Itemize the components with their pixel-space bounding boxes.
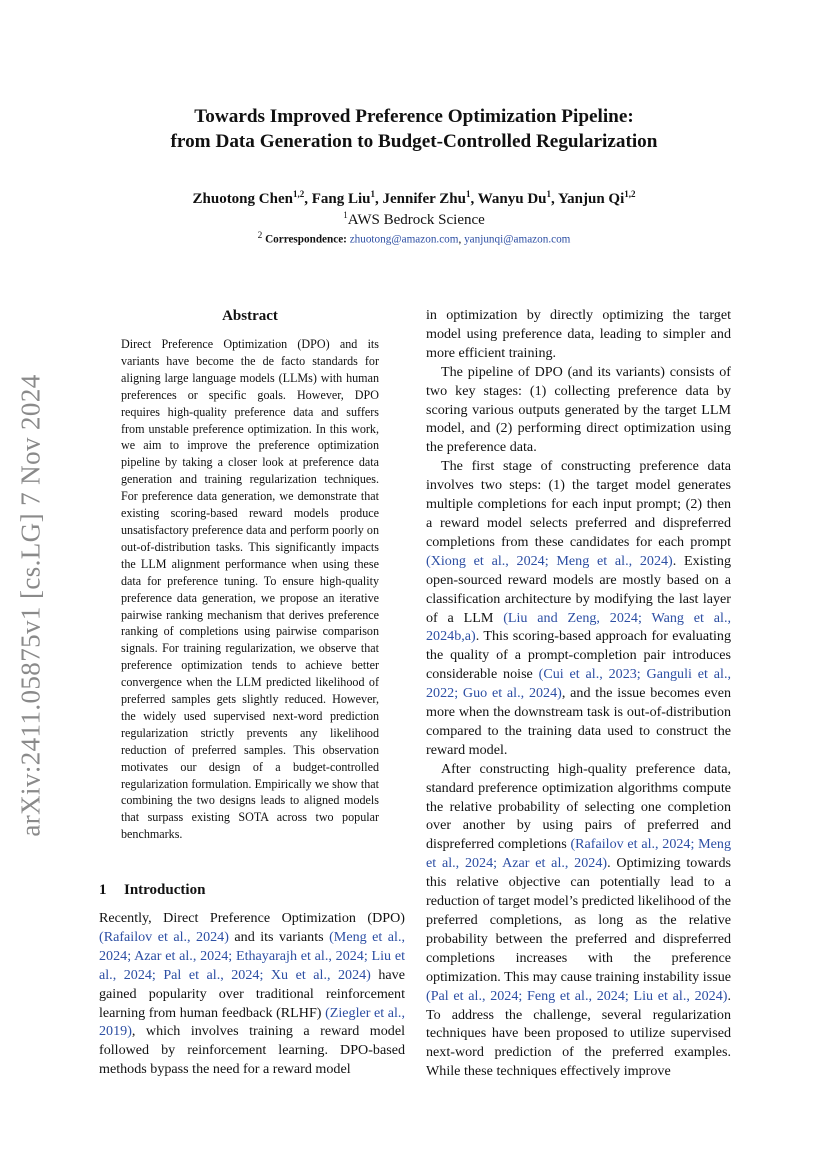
affiliation-mark: 1 (343, 210, 348, 220)
correspondence-label: Correspondence: (265, 233, 347, 246)
section-heading-introduction (99, 880, 205, 900)
body-text: , and the issue becomes even more when the downstream task is out-of-distribution compared to the training data used to construct the reward model. (426, 685, 731, 758)
right-column-body (426, 306, 731, 1081)
author-name: Zhuotong Chen (192, 191, 293, 207)
author-separator: , (551, 191, 558, 207)
intro-paragraph-1 (99, 909, 405, 1079)
section-number: 1 (99, 882, 107, 898)
body-text: , which involves training a reward model followed by reinforcement learning. DPO-based methods bypass the need for a reward model (99, 1023, 405, 1078)
body-text: After constructing high-quality preference data, standard preference optimization algorithms compute the relative probability of selecting one completion over another by using pairs of preferred and dispreferred completions (426, 760, 731, 853)
citation-link[interactable]: (Meng et al., 2024; Azar et al., 2024; Ethayarajh et al., 2024; Liu et al., 2024; Pal et al., 2024; Xu et al., 2024) (99, 928, 405, 983)
author-name: Jennifer Zhu (382, 191, 466, 207)
author-affiliation-mark: 1 (370, 189, 375, 199)
body-text: . Optimizing towards this relative objective can potentially lead to a reduction of target model’s predicted likelihood of the preferred completions, as long as the relative probability between the preferred and dispreferred completions increases with the preference optimization. This may cause training instability issue (426, 855, 731, 985)
author-name: Wanyu Du (477, 191, 547, 207)
author-separator: , (470, 191, 478, 207)
author-name: Fang Liu (311, 191, 371, 207)
title-line-1: Towards Improved Preference Optimization Pipeline: (194, 106, 634, 127)
title-line-2: from Data Generation to Budget-Controlled Regularization (170, 131, 658, 152)
paper-title (80, 104, 748, 154)
abstract-text: Direct Preference Optimization (DPO) and its variants have become the de facto standards for aligning large language models (LLMs) with human preferences or specific goals. However, DPO requires high-quality preference data and suffers from unstable preference optimization. In this work, we aim to improve the preference optimization pipeline by taking a closer look at preference data generation and training regularization techniques. For preference data generation, we demonstrate that existing scoring-based reward models produce unsatisfactory preference data and perform poorly on out-of-distribution tasks. This significantly impacts the LLM alignment performance when using these data for preference tuning. To ensure high-quality preference data generation, we propose an iterative pairwise ranking mechanism that derives preference ranking of completions using pairwise comparison signals. For training regularization, we observe that preference optimization tends to achieve better convergence when the LLM predicted likelihood of preferred samples gets slightly reduced. However, the widely used supervised next-word prediction regularization strictly prevents any likelihood reduction of preferred samples. This observation motivates our design of a budget-controlled regularization formulation. Empirically we show that combining the two designs leads to aligned models that surpass existing SOTA across two popular benchmarks. (121, 337, 379, 842)
citation-link[interactable]: (Rafailov et al., 2024) (99, 928, 229, 945)
intro-paragraph-continued (426, 306, 731, 363)
author-separator: , (304, 191, 312, 207)
affiliation-name: AWS Bedrock Science (347, 212, 485, 228)
body-text: . To address the challenge, several regularization techniques have been proposed to utilize supervised next-word prediction of the preferred examples. While these techniques effectively improve (426, 987, 731, 1080)
intro-paragraph-pipeline (426, 363, 731, 458)
citation-link[interactable]: (Pal et al., 2024; Feng et al., 2024; Liu et al., 2024) (426, 987, 728, 1004)
citation-link[interactable]: (Cui et al., 2023; Ganguli et al., 2022; Guo et al., 2024) (426, 666, 731, 702)
arxiv-identifier: arXiv:2411.05875v1 [cs.LG] 7 Nov 2024 (15, 373, 46, 837)
author-separator: , (374, 191, 383, 207)
body-text: in optimization by directly optimizing the target model using preference data, leading to simpler and more efficient training. (426, 307, 731, 361)
body-text: The first stage of constructing preference data involves two steps: (1) the target model generates multiple completions for each input prompt; (2) then a reward model selects preferred and dispreferred completions from these candidates for each prompt (426, 458, 731, 550)
email-link-zhuotong[interactable]: zhuotong@amazon.com (349, 233, 459, 246)
body-text: . Existing open-sourced reward models are mostly based on a classification architecture by modifying the last layer of a LLM (426, 552, 731, 626)
author-affiliation-mark: 1 (465, 189, 471, 199)
body-text: . This scoring-based approach for evaluating the quality of a prompt-completion pair introduces considerable noise (426, 628, 731, 683)
left-column-body (99, 909, 405, 1079)
body-text: have gained popularity over traditional reinforcement learning from human feedback (RLHF) (99, 966, 405, 1021)
intro-paragraph-first-stage (426, 457, 731, 760)
author-name: Yanjun Qi (557, 191, 625, 207)
body-text: Recently, Direct Preference Optimization (DPO) (99, 910, 405, 926)
body-text: The pipeline of DPO (and its variants) consists of two key stages: (1) collecting preference data by scoring various outputs generated by the target LLM model, and (2) performing direct optimization using the preference data. (426, 363, 731, 456)
email-link-yanjunqi[interactable]: yanjunqi@amazon.com (464, 233, 571, 246)
author-affiliation-mark: 1 (546, 189, 552, 199)
arxiv-side-stamp (6, 360, 56, 850)
citation-link[interactable]: (Liu and Zeng, 2024; Wang et al., 2024b,a) (426, 609, 731, 645)
body-text: and its variants (228, 928, 330, 945)
citation-link[interactable]: (Ziegler et al., 2019) (99, 1004, 405, 1040)
intro-paragraph-optimization (426, 760, 731, 1081)
correspondence-line (80, 229, 748, 247)
author-affiliation-mark: 1,2 (624, 189, 636, 199)
citation-link[interactable]: (Xiong et al., 2024; Meng et al., 2024) (426, 552, 673, 569)
correspondence-mark: 2 (257, 231, 263, 241)
abstract-heading: Abstract (222, 308, 278, 324)
section-title: Introduction (124, 882, 206, 898)
citation-link[interactable]: (Rafailov et al., 2024; Meng et al., 2024; Azar et al., 2024) (426, 836, 731, 872)
email-separator: , (458, 233, 465, 246)
author-affiliation-mark: 1,2 (292, 189, 305, 199)
affiliation (80, 205, 748, 230)
